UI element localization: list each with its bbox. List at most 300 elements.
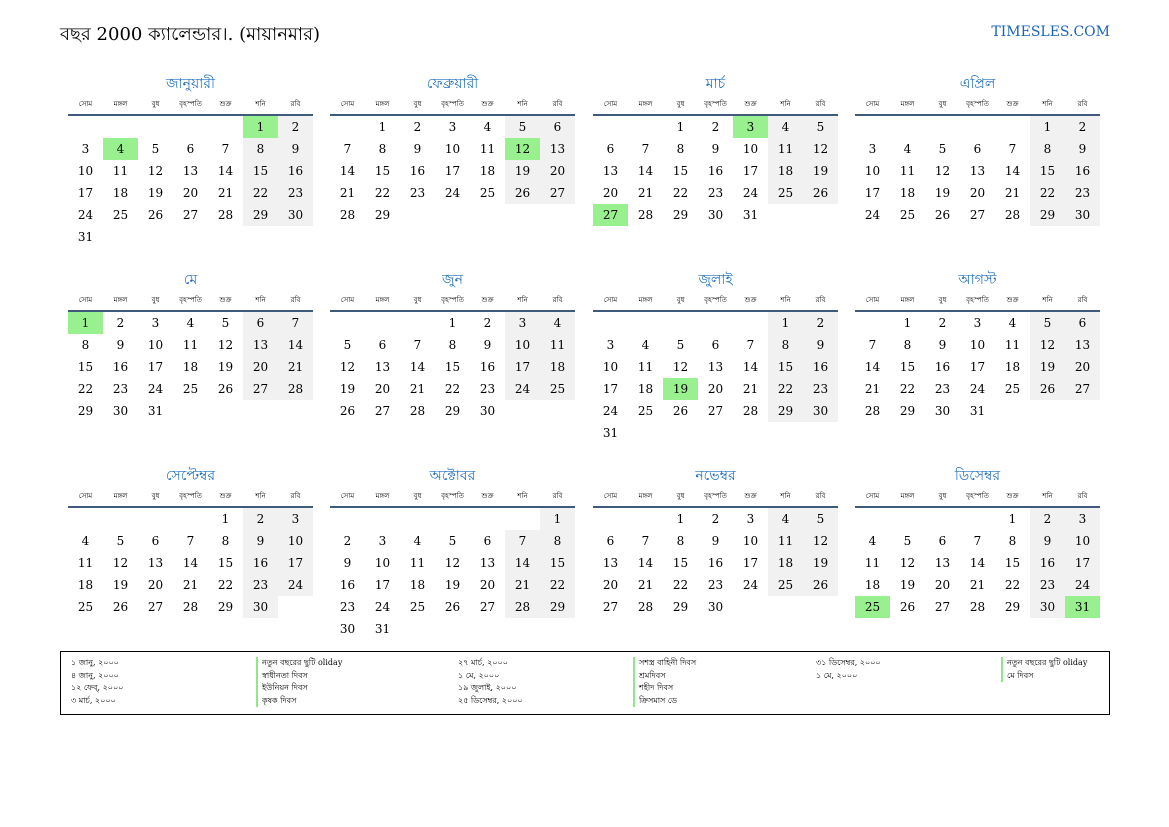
- day-cell: 26: [934, 208, 951, 222]
- weekend-day-cell: 29: [1030, 204, 1065, 226]
- weekday-label: মঙ্গল: [900, 296, 915, 304]
- day-cell: 6: [606, 142, 615, 156]
- day-cell: 8: [448, 338, 457, 352]
- day-cell: 27: [934, 600, 951, 614]
- day-cell: 24: [374, 600, 391, 614]
- weekend-day-cell: 13: [243, 334, 278, 356]
- weekend-day-cell: 6: [243, 312, 278, 334]
- holiday-name: মে দিবস: [1001, 670, 1033, 683]
- holiday-date: ১ মে, ২০০০: [816, 670, 858, 680]
- day-cell: 28: [409, 404, 426, 418]
- weekend-day-cell: 3: [1065, 508, 1100, 530]
- weekend-day-cell: 16: [278, 160, 313, 182]
- weekday-label: শুক্র: [744, 296, 757, 304]
- day-cell: 14: [637, 164, 654, 178]
- day-cell: 16: [707, 556, 724, 570]
- weekday-label: সোম: [865, 296, 880, 304]
- day-cell: 3: [448, 120, 457, 134]
- day-cell: 14: [637, 556, 654, 570]
- day-cell: 31: [77, 230, 94, 244]
- empty-cell: [400, 508, 435, 530]
- day-cell: 8: [221, 534, 230, 548]
- weekend-day-cell: 5: [803, 508, 838, 530]
- weekend-day-cell: 18: [768, 160, 803, 182]
- day-cell: 14: [742, 360, 759, 374]
- weekday-label: বৃহস্পতি: [441, 100, 464, 108]
- day-cell: 28: [182, 600, 199, 614]
- weekend-day-cell: 16: [1065, 160, 1100, 182]
- day-cell: 20: [374, 382, 391, 396]
- month-block: [330, 270, 575, 422]
- holiday-date: ১ মে, ২০০০: [458, 670, 500, 680]
- day-cell: 27: [374, 404, 391, 418]
- day-cell: 22: [672, 578, 689, 592]
- day-cell: 15: [899, 360, 916, 374]
- weekday-header: [855, 488, 1100, 504]
- weekend-day-cell: 6: [1065, 312, 1100, 334]
- weekend-day-cell: 7: [505, 530, 540, 552]
- weekend-day-cell: 6: [540, 116, 575, 138]
- day-cell: 18: [409, 578, 426, 592]
- day-cell: 16: [707, 164, 724, 178]
- day-cell: 12: [217, 338, 234, 352]
- weekend-day-cell: 22: [540, 574, 575, 596]
- empty-cell: [890, 508, 925, 530]
- day-cell: 19: [112, 578, 129, 592]
- day-cell: 12: [444, 556, 461, 570]
- day-cell: 1: [903, 316, 912, 330]
- weekend-day-cell: 29: [243, 204, 278, 226]
- day-cell: 30: [339, 622, 356, 636]
- day-cell: 26: [672, 404, 689, 418]
- weekday-label: শনি: [1042, 296, 1053, 304]
- weekend-day-cell: 15: [1030, 160, 1065, 182]
- day-cell: 12: [899, 556, 916, 570]
- day-cell: 9: [413, 142, 422, 156]
- day-cell: 28: [637, 600, 654, 614]
- day-cell: 8: [676, 142, 685, 156]
- day-cell: 24: [742, 578, 759, 592]
- day-cell: 6: [973, 142, 982, 156]
- day-cell: 3: [746, 512, 755, 526]
- weekend-day-cell: 20: [540, 160, 575, 182]
- month-name: মে: [183, 272, 198, 288]
- day-cell: 21: [637, 186, 654, 200]
- day-cell: 6: [151, 534, 160, 548]
- empty-cell: [103, 508, 138, 530]
- weekday-label: রবি: [552, 100, 563, 108]
- weekday-label: রবি: [552, 296, 563, 304]
- weekday-header: [330, 488, 575, 504]
- day-cell: 11: [112, 164, 129, 178]
- day-cell: 16: [339, 578, 356, 592]
- day-cell: 2: [711, 120, 720, 134]
- day-cell: 22: [1004, 578, 1021, 592]
- month-name: জানুয়ারী: [166, 76, 215, 92]
- empty-cell: [628, 116, 663, 138]
- empty-cell: [698, 312, 733, 334]
- day-cell: 24: [147, 382, 164, 396]
- weekend-day-cell: 12: [1030, 334, 1065, 356]
- weekend-day-cell: 25: [768, 182, 803, 204]
- holiday-day-cell: 1: [243, 116, 278, 138]
- month-name: এপ্রিল: [959, 76, 996, 92]
- weekend-day-cell: 2: [243, 508, 278, 530]
- day-cell: 13: [602, 164, 619, 178]
- weekend-day-cell: 23: [803, 378, 838, 400]
- empty-cell: [855, 116, 890, 138]
- day-cell: 28: [217, 208, 234, 222]
- weekday-label: শুক্র: [1006, 492, 1019, 500]
- day-cell: 15: [1004, 556, 1021, 570]
- month-block: [855, 270, 1100, 422]
- weekday-label: শুক্র: [219, 100, 232, 108]
- weekend-day-cell: 2: [803, 312, 838, 334]
- day-cell: 7: [343, 142, 352, 156]
- empty-cell: [68, 116, 103, 138]
- day-cell: 20: [707, 382, 724, 396]
- day-cell: 25: [112, 208, 129, 222]
- weekday-label: বুধ: [938, 492, 947, 500]
- weekend-day-cell: 4: [768, 116, 803, 138]
- day-grid: [593, 116, 838, 226]
- weekend-day-cell: 19: [505, 160, 540, 182]
- empty-cell: [208, 116, 243, 138]
- day-cell: 14: [864, 360, 881, 374]
- day-grid: [855, 508, 1100, 618]
- weekend-day-cell: 24: [505, 378, 540, 400]
- weekend-day-cell: 23: [243, 574, 278, 596]
- weekday-label: মঙ্গল: [638, 492, 653, 500]
- weekday-label: মঙ্গল: [900, 492, 915, 500]
- weekend-day-cell: 24: [278, 574, 313, 596]
- day-cell: 20: [969, 186, 986, 200]
- weekday-label: সোম: [78, 492, 93, 500]
- day-cell: 8: [378, 142, 387, 156]
- weekday-label: সোম: [603, 100, 618, 108]
- weekday-label: বুধ: [413, 100, 422, 108]
- day-cell: 13: [479, 556, 496, 570]
- weekday-label: সোম: [340, 296, 355, 304]
- empty-cell: [365, 312, 400, 334]
- day-cell: 23: [934, 382, 951, 396]
- holiday-name: ক্রিসমাস ডে: [633, 695, 677, 708]
- holiday-date: ২৫ ডিসেম্বর, ২০০০: [458, 695, 523, 705]
- weekday-header: [68, 96, 313, 112]
- holiday-name: শ্রমদিবস: [633, 670, 666, 683]
- weekday-label: মঙ্গল: [113, 100, 128, 108]
- day-cell: 9: [938, 338, 947, 352]
- day-cell: 23: [707, 578, 724, 592]
- empty-cell: [435, 508, 470, 530]
- weekend-day-cell: 12: [803, 138, 838, 160]
- day-cell: 15: [672, 164, 689, 178]
- day-cell: 21: [182, 578, 199, 592]
- weekday-header: [330, 96, 575, 112]
- weekday-label: বৃহস্পতি: [179, 492, 202, 500]
- day-cell: 2: [413, 120, 422, 134]
- day-cell: 7: [1008, 142, 1017, 156]
- day-cell: 21: [742, 382, 759, 396]
- weekend-day-cell: 10: [278, 530, 313, 552]
- day-cell: 7: [641, 142, 650, 156]
- day-cell: 29: [899, 404, 916, 418]
- holiday-name: ইউনিয়ন দিবস: [256, 682, 308, 695]
- weekday-label: রবি: [552, 492, 563, 500]
- weekend-day-cell: 9: [1065, 138, 1100, 160]
- day-cell: 5: [343, 338, 352, 352]
- month-block: [855, 466, 1100, 618]
- weekday-header: [855, 96, 1100, 112]
- day-cell: 17: [864, 186, 881, 200]
- weekend-day-cell: 8: [768, 334, 803, 356]
- day-cell: 27: [147, 600, 164, 614]
- weekday-label: শুক্র: [744, 100, 757, 108]
- day-cell: 5: [151, 142, 160, 156]
- day-cell: 22: [672, 186, 689, 200]
- weekend-day-cell: 30: [1030, 596, 1065, 618]
- empty-cell: [925, 116, 960, 138]
- day-cell: 31: [742, 208, 759, 222]
- day-cell: 29: [672, 208, 689, 222]
- day-cell: 18: [637, 382, 654, 396]
- day-cell: 12: [934, 164, 951, 178]
- weekday-label: শুক্র: [1006, 296, 1019, 304]
- day-cell: 4: [81, 534, 90, 548]
- weekday-label: বুধ: [676, 296, 685, 304]
- weekday-label: সোম: [78, 100, 93, 108]
- weekend-day-cell: 7: [278, 312, 313, 334]
- month-name: সেপ্টেম্বর: [165, 468, 216, 484]
- day-cell: 7: [221, 142, 230, 156]
- day-cell: 24: [444, 186, 461, 200]
- day-grid: [855, 312, 1100, 422]
- weekend-day-cell: 23: [1065, 182, 1100, 204]
- day-cell: 22: [374, 186, 391, 200]
- month-block: [593, 466, 838, 618]
- holiday-name: নতুন বছরের ছুটি oliday: [1001, 657, 1087, 670]
- holiday-date: ১ জানু, ২০০০: [71, 658, 119, 667]
- day-cell: 11: [864, 556, 881, 570]
- weekend-day-cell: 19: [803, 160, 838, 182]
- weekday-label: শুক্র: [481, 296, 494, 304]
- day-cell: 15: [444, 360, 461, 374]
- day-cell: 29: [1004, 600, 1021, 614]
- holiday-date: ১২ ফেব্, ২০০০: [71, 683, 124, 692]
- day-cell: 23: [339, 600, 356, 614]
- weekend-day-cell: 5: [1030, 312, 1065, 334]
- day-cell: 8: [1008, 534, 1017, 548]
- day-cell: 27: [182, 208, 199, 222]
- day-cell: 5: [116, 534, 125, 548]
- weekday-label: বৃহস্পতি: [179, 100, 202, 108]
- weekday-label: শনি: [1042, 100, 1053, 108]
- weekend-day-cell: 23: [1030, 574, 1065, 596]
- weekend-day-cell: 20: [243, 356, 278, 378]
- day-cell: 26: [217, 382, 234, 396]
- weekend-day-cell: 20: [1065, 356, 1100, 378]
- empty-cell: [173, 116, 208, 138]
- day-cell: 1: [676, 512, 685, 526]
- day-cell: 10: [77, 164, 94, 178]
- day-cell: 11: [409, 556, 426, 570]
- weekend-day-cell: 11: [768, 138, 803, 160]
- weekday-label: বৃহস্পতি: [704, 100, 727, 108]
- holiday-legend: [60, 651, 1110, 715]
- day-cell: 14: [182, 556, 199, 570]
- weekday-label: রবি: [290, 100, 301, 108]
- weekend-day-cell: 27: [243, 378, 278, 400]
- day-cell: 24: [77, 208, 94, 222]
- holiday-name: নতুন বছরের ছুটি oliday: [256, 657, 342, 670]
- day-cell: 7: [868, 338, 877, 352]
- weekday-label: বৃহস্পতি: [441, 492, 464, 500]
- weekend-day-cell: 9: [1030, 530, 1065, 552]
- day-cell: 12: [339, 360, 356, 374]
- holiday-date: ৩১ ডিসেম্বর, ২০০০: [816, 658, 881, 667]
- day-cell: 17: [602, 382, 619, 396]
- weekday-label: মঙ্গল: [900, 100, 915, 108]
- day-cell: 21: [409, 382, 426, 396]
- day-cell: 10: [374, 556, 391, 570]
- day-cell: 23: [479, 382, 496, 396]
- empty-cell: [365, 508, 400, 530]
- weekend-day-cell: 2: [1065, 116, 1100, 138]
- empty-cell: [628, 508, 663, 530]
- day-grid: [68, 312, 313, 422]
- weekday-label: বুধ: [938, 296, 947, 304]
- day-cell: 19: [444, 578, 461, 592]
- empty-cell: [400, 312, 435, 334]
- day-cell: 25: [182, 382, 199, 396]
- weekend-day-cell: 5: [505, 116, 540, 138]
- day-cell: 18: [479, 164, 496, 178]
- site-link[interactable]: TIMESLES.COM: [991, 24, 1110, 40]
- day-cell: 31: [969, 404, 986, 418]
- day-cell: 10: [602, 360, 619, 374]
- weekend-day-cell: 4: [768, 508, 803, 530]
- weekend-day-cell: 14: [278, 334, 313, 356]
- day-cell: 23: [409, 186, 426, 200]
- holiday-name: সশস্ত্র বাহিনী দিবস: [633, 657, 696, 670]
- weekday-label: সোম: [603, 296, 618, 304]
- weekday-label: শনি: [255, 100, 266, 108]
- weekend-day-cell: 22: [1030, 182, 1065, 204]
- day-cell: 25: [1004, 382, 1021, 396]
- empty-cell: [855, 312, 890, 334]
- day-cell: 31: [374, 622, 391, 636]
- weekday-label: রবি: [815, 492, 826, 500]
- weekend-day-cell: 21: [278, 356, 313, 378]
- empty-cell: [925, 508, 960, 530]
- day-cell: 6: [483, 534, 492, 548]
- weekend-day-cell: 26: [1030, 378, 1065, 400]
- day-cell: 31: [147, 404, 164, 418]
- weekend-day-cell: 19: [1030, 356, 1065, 378]
- day-cell: 11: [637, 360, 654, 374]
- page-title: বছর 2000 ক্যালেন্ডার।. (মায়ানমার): [60, 24, 321, 45]
- day-cell: 12: [672, 360, 689, 374]
- month-block: [330, 466, 575, 640]
- day-cell: 6: [186, 142, 195, 156]
- day-cell: 12: [147, 164, 164, 178]
- weekend-day-cell: 8: [243, 138, 278, 160]
- weekday-label: বৃহস্পতি: [704, 492, 727, 500]
- day-cell: 18: [864, 578, 881, 592]
- holiday-date: ১৯ জুলাই, ২০০০: [458, 683, 517, 692]
- month-name: আগস্ট: [958, 272, 997, 288]
- empty-cell: [173, 508, 208, 530]
- day-cell: 22: [444, 382, 461, 396]
- day-cell: 13: [602, 556, 619, 570]
- empty-cell: [138, 116, 173, 138]
- day-cell: 26: [147, 208, 164, 222]
- weekend-day-cell: 2: [1030, 508, 1065, 530]
- day-cell: 8: [81, 338, 90, 352]
- day-cell: 4: [903, 142, 912, 156]
- day-cell: 17: [742, 164, 759, 178]
- day-cell: 28: [969, 600, 986, 614]
- day-cell: 22: [899, 382, 916, 396]
- weekend-day-cell: 23: [278, 182, 313, 204]
- weekend-day-cell: 11: [768, 530, 803, 552]
- day-cell: 27: [707, 404, 724, 418]
- weekend-day-cell: 19: [803, 552, 838, 574]
- weekday-label: মঙ্গল: [113, 492, 128, 500]
- day-cell: 11: [77, 556, 94, 570]
- day-cell: 11: [1004, 338, 1021, 352]
- day-cell: 8: [903, 338, 912, 352]
- day-cell: 1: [676, 120, 685, 134]
- day-cell: 29: [672, 600, 689, 614]
- weekend-day-cell: 16: [1030, 552, 1065, 574]
- month-name: অক্টোবর: [429, 468, 476, 484]
- weekend-day-cell: 16: [803, 356, 838, 378]
- weekend-day-cell: 30: [243, 596, 278, 618]
- empty-cell: [960, 116, 995, 138]
- weekday-label: বৃহস্পতি: [966, 296, 989, 304]
- empty-cell: [960, 508, 995, 530]
- day-cell: 20: [147, 578, 164, 592]
- month-block: [855, 74, 1100, 226]
- weekend-day-cell: 3: [278, 508, 313, 530]
- holiday-day-cell: 1: [68, 312, 103, 334]
- day-cell: 10: [742, 142, 759, 156]
- holiday-day-cell: 31: [1065, 596, 1100, 618]
- weekday-label: রবি: [290, 296, 301, 304]
- day-cell: 4: [186, 316, 195, 330]
- weekday-label: বৃহস্পতি: [441, 296, 464, 304]
- day-cell: 21: [1004, 186, 1021, 200]
- day-cell: 9: [711, 534, 720, 548]
- day-cell: 2: [938, 316, 947, 330]
- weekend-day-cell: 25: [540, 378, 575, 400]
- weekend-day-cell: 15: [243, 160, 278, 182]
- day-cell: 21: [339, 186, 356, 200]
- day-cell: 20: [934, 578, 951, 592]
- day-cell: 1: [221, 512, 230, 526]
- weekend-day-cell: 15: [768, 356, 803, 378]
- day-cell: 19: [339, 382, 356, 396]
- day-cell: 12: [112, 556, 129, 570]
- day-cell: 16: [934, 360, 951, 374]
- day-cell: 3: [81, 142, 90, 156]
- weekday-label: রবি: [290, 492, 301, 500]
- weekend-day-cell: 5: [803, 116, 838, 138]
- day-cell: 29: [217, 600, 234, 614]
- day-cell: 30: [479, 404, 496, 418]
- day-cell: 18: [112, 186, 129, 200]
